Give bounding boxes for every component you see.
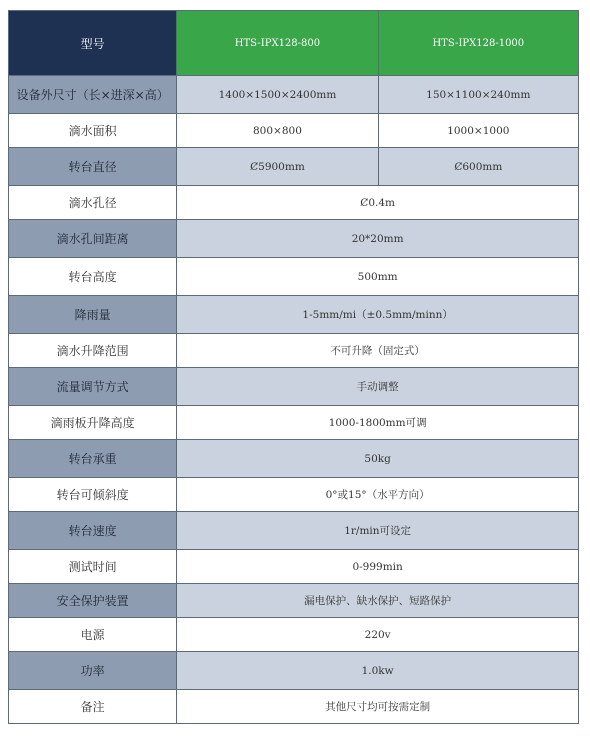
spec-row-value-shared: 手动调整 <box>177 368 579 406</box>
spec-row-value-shared: Ȼ0.4m <box>177 186 579 220</box>
spec-row <box>9 76 579 114</box>
spec-row <box>9 512 579 550</box>
spec-row-value-shared: 20*20mm <box>177 220 579 258</box>
spec-row-label: 滴雨板升降高度 <box>9 406 177 440</box>
spec-row-value-1000: 1000×1000 <box>378 114 578 148</box>
spec-row-value-800: 800×800 <box>177 114 378 148</box>
spec-row <box>9 406 579 440</box>
spec-row-value-shared: 50kg <box>177 440 579 478</box>
header-model-1000: HTS-IPX128-1000 <box>378 11 578 76</box>
spec-row-value-shared: 漏电保护、缺水保护、短路保护 <box>177 584 579 618</box>
spec-row <box>9 368 579 406</box>
spec-row <box>9 296 579 334</box>
spec-row <box>9 220 579 258</box>
spec-row-label: 降雨量 <box>9 296 177 334</box>
spec-row <box>9 690 579 724</box>
spec-row-label: 安全保护装置 <box>9 584 177 618</box>
spec-row-label: 备注 <box>9 690 177 724</box>
spec-row-value-shared: 0-999min <box>177 550 579 584</box>
spec-row <box>9 618 579 652</box>
spec-row-value-shared: 1r/min可设定 <box>177 512 579 550</box>
spec-row-value-shared: 1.0kw <box>177 652 579 690</box>
spec-row <box>9 334 579 368</box>
spec-row-value-shared: 0°或15°（水平方向） <box>177 478 579 512</box>
spec-row-value-shared: 500mm <box>177 258 579 296</box>
spec-sheet <box>8 10 579 724</box>
spec-row-value-shared: 1-5mm/mi（±0.5mm/minn） <box>177 296 579 334</box>
spec-row-label: 转台可倾斜度 <box>9 478 177 512</box>
spec-row <box>9 584 579 618</box>
spec-row-value-800: 1400×1500×2400mm <box>177 76 378 114</box>
header-row <box>9 11 579 76</box>
spec-row-label: 流量调节方式 <box>9 368 177 406</box>
header-model-800: HTS-IPX128-800 <box>177 11 378 76</box>
spec-row-value-shared: 不可升降（固定式） <box>177 334 579 368</box>
spec-row-value-800: Ȼ5900mm <box>177 148 378 186</box>
spec-row-label: 滴水升降范围 <box>9 334 177 368</box>
spec-row-value-1000: 150×1100×240mm <box>378 76 578 114</box>
spec-row <box>9 148 579 186</box>
header-model-label: 型号 <box>9 11 177 76</box>
spec-row <box>9 440 579 478</box>
spec-row <box>9 550 579 584</box>
spec-row <box>9 114 579 148</box>
spec-row-value-1000: Ȼ600mm <box>378 148 578 186</box>
spec-row-value-shared: 220v <box>177 618 579 652</box>
spec-row-label: 转台高度 <box>9 258 177 296</box>
spec-row <box>9 186 579 220</box>
spec-row-label: 转台承重 <box>9 440 177 478</box>
spec-row-label: 滴水孔间距离 <box>9 220 177 258</box>
spec-row-label: 设备外尺寸（长×进深×高） <box>9 76 177 114</box>
spec-row-label: 转台速度 <box>9 512 177 550</box>
spec-row-value-shared: 其他尺寸均可按需定制 <box>177 690 579 724</box>
spec-row-label: 滴水孔径 <box>9 186 177 220</box>
spec-row <box>9 652 579 690</box>
spec-table <box>8 10 579 724</box>
spec-row-label: 滴水面积 <box>9 114 177 148</box>
spec-row-label: 测试时间 <box>9 550 177 584</box>
spec-row-value-shared: 1000-1800mm可调 <box>177 406 579 440</box>
spec-row <box>9 258 579 296</box>
spec-row-label: 功率 <box>9 652 177 690</box>
spec-row <box>9 478 579 512</box>
spec-row-label: 电源 <box>9 618 177 652</box>
spec-table-body <box>9 11 579 724</box>
spec-row-label: 转台直径 <box>9 148 177 186</box>
